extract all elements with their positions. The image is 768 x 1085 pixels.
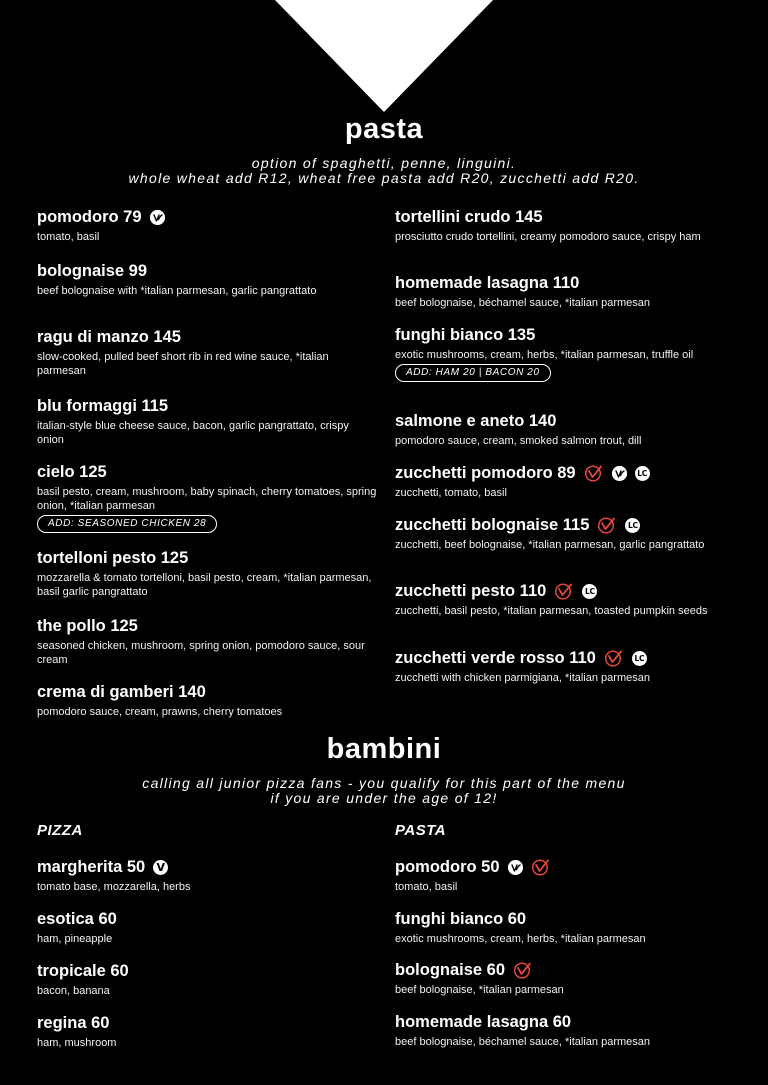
menu-item xyxy=(395,515,735,552)
menu-item-description: seasoned chicken, mushroom, spring onion, pomodoro sauce, sour cream xyxy=(37,640,365,666)
menu-item-name xyxy=(395,207,735,227)
menu-item-title: pomodoro 79 xyxy=(37,208,142,226)
menu-item-name xyxy=(395,273,735,293)
pizza-heading: PIZZA xyxy=(37,822,83,839)
menu-item xyxy=(395,857,735,894)
menu-item-description: ham, pineapple xyxy=(37,933,113,945)
menu-item xyxy=(37,548,377,599)
gluten-free-icon xyxy=(604,649,624,667)
menu-item-description: exotic mushrooms, cream, herbs, *italian parmesan xyxy=(395,933,646,945)
menu-item xyxy=(395,909,735,946)
menu-item-name xyxy=(37,961,377,981)
menu-item-description: tomato, basil xyxy=(395,881,458,893)
menu-item-name xyxy=(395,648,735,668)
menu-item xyxy=(37,396,377,447)
menu-item-title: bolognaise 99 xyxy=(37,262,148,280)
menu-item-name xyxy=(37,327,377,347)
menu-item-title: cielo 125 xyxy=(37,463,107,481)
menu-item-description: pomodoro sauce, cream, prawns, cherry tomatoes xyxy=(37,706,283,718)
menu-item xyxy=(395,960,735,997)
addon-badge: ADD: SEASONED CHICKEN 28 xyxy=(37,515,217,533)
menu-item-title: crema di gamberi 140 xyxy=(37,683,206,701)
menu-item xyxy=(37,462,377,533)
menu-item xyxy=(395,463,735,500)
menu-item-name xyxy=(37,396,377,416)
menu-item-description: beef bolognaise, béchamel sauce, *italian parmesan xyxy=(395,1036,650,1048)
menu-item-title: homemade lasagna 110 xyxy=(395,274,580,292)
gluten-free-icon xyxy=(531,858,551,876)
menu-item xyxy=(395,648,735,685)
decorative-triangle xyxy=(275,0,493,112)
menu-item-name xyxy=(37,616,377,636)
menu-item-name xyxy=(395,960,735,980)
bambini-subtitle-line2: if you are under the age of 12! xyxy=(270,790,498,806)
menu-item-description: ham, mushroom xyxy=(37,1037,117,1049)
pasta-title: pasta xyxy=(344,113,424,145)
menu-item-description: zucchetti, basil pesto, *italian parmesan, toasted pumpkin seeds xyxy=(395,605,708,617)
menu-item-name xyxy=(37,909,377,929)
menu-item xyxy=(37,682,377,719)
menu-item-name xyxy=(395,857,735,877)
gluten-free-icon xyxy=(554,582,574,600)
menu-item-title: funghi bianco 135 xyxy=(395,326,536,344)
vegan-icon xyxy=(508,860,523,875)
menu-item-title: funghi bianco 60 xyxy=(395,910,527,928)
menu-item-description: beef bolognaise with *italian parmesan, garlic pangrattato xyxy=(37,285,317,297)
gluten-free-icon xyxy=(584,464,604,482)
menu-item-title: zucchetti pomodoro 89 xyxy=(395,464,576,482)
menu-item xyxy=(37,207,377,244)
menu-item-title: ragu di manzo 145 xyxy=(37,328,181,346)
menu-item-description: tomato, basil xyxy=(37,231,100,243)
menu-item xyxy=(37,616,377,667)
menu-item-name xyxy=(395,463,735,483)
menu-item xyxy=(395,411,735,448)
menu-item-title: zucchetti bolognaise 115 xyxy=(395,516,590,534)
menu-item-title: bolognaise 60 xyxy=(395,961,506,979)
menu-item-description: beef bolognaise, *italian parmesan xyxy=(395,984,564,996)
menu-item-description: beef bolognaise, béchamel sauce, *italian parmesan xyxy=(395,297,650,309)
menu-item xyxy=(37,261,377,298)
vegan-icon xyxy=(150,210,165,225)
low-carb-icon: LC xyxy=(625,518,640,533)
menu-item-description: slow-cooked, pulled beef short rib in red wine sauce, *italian parmesan xyxy=(37,351,329,377)
pasta-heading: PASTA xyxy=(395,822,447,839)
menu-item-name xyxy=(395,515,735,535)
gluten-free-icon xyxy=(513,961,533,979)
menu-item xyxy=(395,207,735,244)
addon-badge: ADD: HAM 20 | BACON 20 xyxy=(395,364,551,382)
menu-item-name xyxy=(37,207,377,227)
menu-item-title: blu formaggi 115 xyxy=(37,397,169,415)
menu-item-title: margherita 50 xyxy=(37,858,146,876)
menu-item-title: tortelloni pesto 125 xyxy=(37,549,189,567)
menu-item-name xyxy=(395,1012,735,1032)
pasta-subtitle-line2: whole wheat add R12, wheat free pasta add R20, zucchetti add R20. xyxy=(128,170,640,186)
menu-item xyxy=(37,1013,377,1050)
menu-item-name xyxy=(37,462,377,482)
menu-item-description: prosciutto crudo tortellini, creamy pomodoro sauce, crispy ham xyxy=(395,231,701,243)
menu-item-title: salmone e aneto 140 xyxy=(395,412,557,430)
menu-item-description: italian-style blue cheese sauce, bacon, garlic pangrattato, crispy onion xyxy=(37,420,349,446)
menu-item-name xyxy=(395,411,735,431)
menu-item-title: zucchetti pesto 110 xyxy=(395,582,547,600)
menu-item xyxy=(395,273,735,310)
menu-item xyxy=(395,581,735,618)
menu-item xyxy=(37,327,377,378)
bambini-title: bambini xyxy=(326,733,442,765)
menu-item-name xyxy=(395,325,735,345)
gluten-free-icon xyxy=(597,516,617,534)
menu-item-title: homemade lasagna 60 xyxy=(395,1013,572,1031)
menu-item-name xyxy=(37,548,377,568)
menu-item-description: mozzarella & tomato tortelloni, basil pesto, cream, *italian parmesan, basil garlic pangrattato xyxy=(37,572,372,598)
low-carb-icon: LC xyxy=(635,466,650,481)
menu-item xyxy=(395,1012,735,1049)
menu-item xyxy=(37,909,377,946)
menu-item-description: tomato base, mozzarella, herbs xyxy=(37,881,191,893)
menu-item-description: zucchetti, beef bolognaise, *italian parmesan, garlic pangrattato xyxy=(395,539,705,551)
bambini-subtitle-line1: calling all junior pizza fans - you qualify for this part of the menu xyxy=(142,775,626,791)
menu-item-description: pomodoro sauce, cream, smoked salmon trout, dill xyxy=(395,435,642,447)
menu-item-description: exotic mushrooms, cream, herbs, *italian parmesan, truffle oil xyxy=(395,349,694,361)
menu-item-description: zucchetti with chicken parmigiana, *italian parmesan xyxy=(395,672,650,684)
menu-item-name xyxy=(37,1013,377,1033)
menu-item-description: zucchetti, tomato, basil xyxy=(395,487,507,499)
low-carb-icon: LC xyxy=(632,651,647,666)
menu-item xyxy=(37,857,377,894)
menu-item-name xyxy=(395,581,735,601)
menu-item-description: basil pesto, cream, mushroom, baby spinach, cherry tomatoes, spring onion, *italian parmesan xyxy=(37,486,377,512)
menu-item-name xyxy=(37,261,377,281)
menu-item-title: esotica 60 xyxy=(37,910,117,928)
menu-item-name xyxy=(37,682,377,702)
menu-item-title: zucchetti verde rosso 110 xyxy=(395,649,596,667)
menu-item-description: bacon, banana xyxy=(37,985,110,997)
low-carb-icon: LC xyxy=(582,584,597,599)
menu-item-name xyxy=(395,909,735,929)
menu-item-title: pomodoro 50 xyxy=(395,858,500,876)
menu-item xyxy=(37,961,377,998)
vegan-icon xyxy=(612,466,627,481)
menu-item-title: tortellini crudo 145 xyxy=(395,208,543,226)
pasta-subtitle-line1: option of spaghetti, penne, linguini. xyxy=(251,155,517,171)
vegetarian-icon: V xyxy=(153,860,168,875)
menu-item xyxy=(395,325,735,382)
menu-item-title: tropicale 60 xyxy=(37,962,129,980)
menu-item-name xyxy=(37,857,377,877)
menu-item-title: regina 60 xyxy=(37,1014,110,1032)
menu-item-title: the pollo 125 xyxy=(37,617,138,635)
